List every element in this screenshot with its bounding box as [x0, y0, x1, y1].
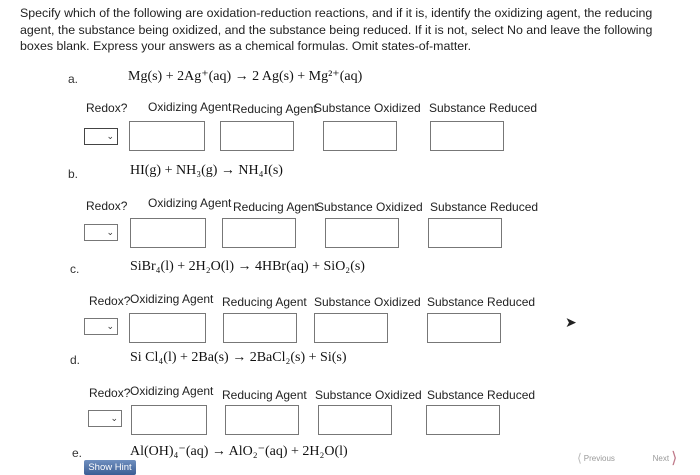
redox-select-d[interactable] — [88, 410, 122, 427]
chevron-down-icon: ⌄ — [106, 131, 114, 141]
substance-oxidized-input-d[interactable] — [318, 405, 392, 435]
header-reducing-agent: Reducing Agent — [222, 295, 307, 309]
header-reducing-agent: Reducing Agent — [222, 388, 307, 402]
header-redox: Redox? — [89, 386, 131, 400]
problem-b-label: b. — [68, 167, 79, 181]
chevron-down-icon: ⌄ — [110, 413, 118, 423]
problem-e-equation: Al(OH)₄⁻(aq) → AlO₂⁻(aq) + 2H₂O(l) — [130, 444, 348, 459]
instructions: Specify which of the following are oxidation-reduction reactions, and if it is, identify the oxidizing agent, the reducing agent, the substance being oxidized, and the substance being reduced. If it is not, select No and leave the following boxes blank. Express your answers as a chemical formulas. Omit states-of-matter. — [20, 6, 653, 53]
oxidizing-agent-input-c[interactable] — [129, 313, 206, 343]
substance-reduced-input-a[interactable] — [430, 121, 504, 151]
header-oxidizing-agent: Oxidizing Agent — [148, 100, 232, 114]
previous-button[interactable] — [565, 445, 627, 471]
header-substance-reduced: Substance Reduced — [427, 388, 536, 402]
substance-oxidized-input-a[interactable] — [323, 121, 397, 151]
oxidizing-agent-input-d[interactable] — [131, 405, 207, 435]
header-substance-oxidized: Substance Oxidized — [316, 200, 423, 214]
reducing-agent-input-a[interactable] — [220, 121, 294, 151]
problem-d-equation: Si Cl₄(l) + 2Ba(s) → 2BaCl₂(s) + Si(s) — [130, 350, 347, 365]
redox-select-a[interactable] — [84, 128, 118, 145]
header-substance-reduced: Substance Reduced — [429, 101, 538, 115]
chevron-down-icon: ⌄ — [106, 227, 114, 237]
header-redox: Redox? — [86, 101, 128, 115]
header-redox: Redox? — [89, 294, 131, 308]
substance-reduced-input-b[interactable] — [428, 218, 502, 248]
header-oxidizing-agent: Oxidizing Agent — [130, 384, 214, 398]
show-hint-button[interactable]: Show Hint — [84, 460, 136, 475]
oxidizing-agent-input-b[interactable] — [130, 218, 206, 248]
problem-e-label: e. — [72, 446, 83, 460]
oxidizing-agent-input-a[interactable] — [129, 121, 205, 151]
next-button[interactable] — [635, 445, 695, 471]
chevron-right-icon: ⟩ — [671, 450, 678, 467]
mouse-cursor-icon: ➤ — [565, 314, 577, 330]
header-reducing-agent: Reducing Agent — [232, 102, 317, 116]
problem-c-equation: SiBr₄(l) + 2H₂O(l) → 4HBr(aq) + SiO₂(s) — [130, 259, 365, 274]
problem-b-equation: HI(g) + NH₃(g) → NH₄I(s) — [130, 163, 283, 178]
reducing-agent-input-d[interactable] — [225, 405, 299, 435]
header-oxidizing-agent: Oxidizing Agent — [130, 292, 214, 306]
header-substance-reduced: Substance Reduced — [430, 200, 539, 214]
chevron-left-icon: ⟨ — [577, 451, 582, 465]
header-substance-oxidized: Substance Oxidized — [315, 388, 422, 402]
substance-reduced-input-c[interactable] — [427, 313, 501, 343]
redox-select-c[interactable] — [84, 318, 118, 335]
previous-label: Previous — [583, 453, 615, 463]
substance-reduced-input-d[interactable] — [426, 405, 500, 435]
header-substance-oxidized: Substance Oxidized — [314, 101, 421, 115]
next-label: Next — [652, 453, 670, 463]
redox-select-b[interactable] — [84, 224, 118, 241]
header-oxidizing-agent: Oxidizing Agent — [148, 196, 232, 210]
header-substance-reduced: Substance Reduced — [427, 295, 536, 309]
header-substance-oxidized: Substance Oxidized — [314, 295, 421, 309]
header-redox: Redox? — [86, 199, 128, 213]
substance-oxidized-input-b[interactable] — [325, 218, 399, 248]
reducing-agent-input-b[interactable] — [222, 218, 296, 248]
chevron-down-icon: ⌄ — [106, 321, 114, 331]
problem-a-label: a. — [68, 72, 79, 86]
reducing-agent-input-c[interactable] — [223, 313, 297, 343]
substance-oxidized-input-c[interactable] — [314, 313, 388, 343]
header-reducing-agent: Reducing Agent — [233, 200, 318, 214]
problem-c-label: c. — [70, 262, 80, 276]
problem-d-label: d. — [70, 353, 81, 367]
problem-a-equation: Mg(s) + 2Ag⁺(aq) → 2 Ag(s) + Mg²⁺(aq) — [128, 69, 363, 84]
